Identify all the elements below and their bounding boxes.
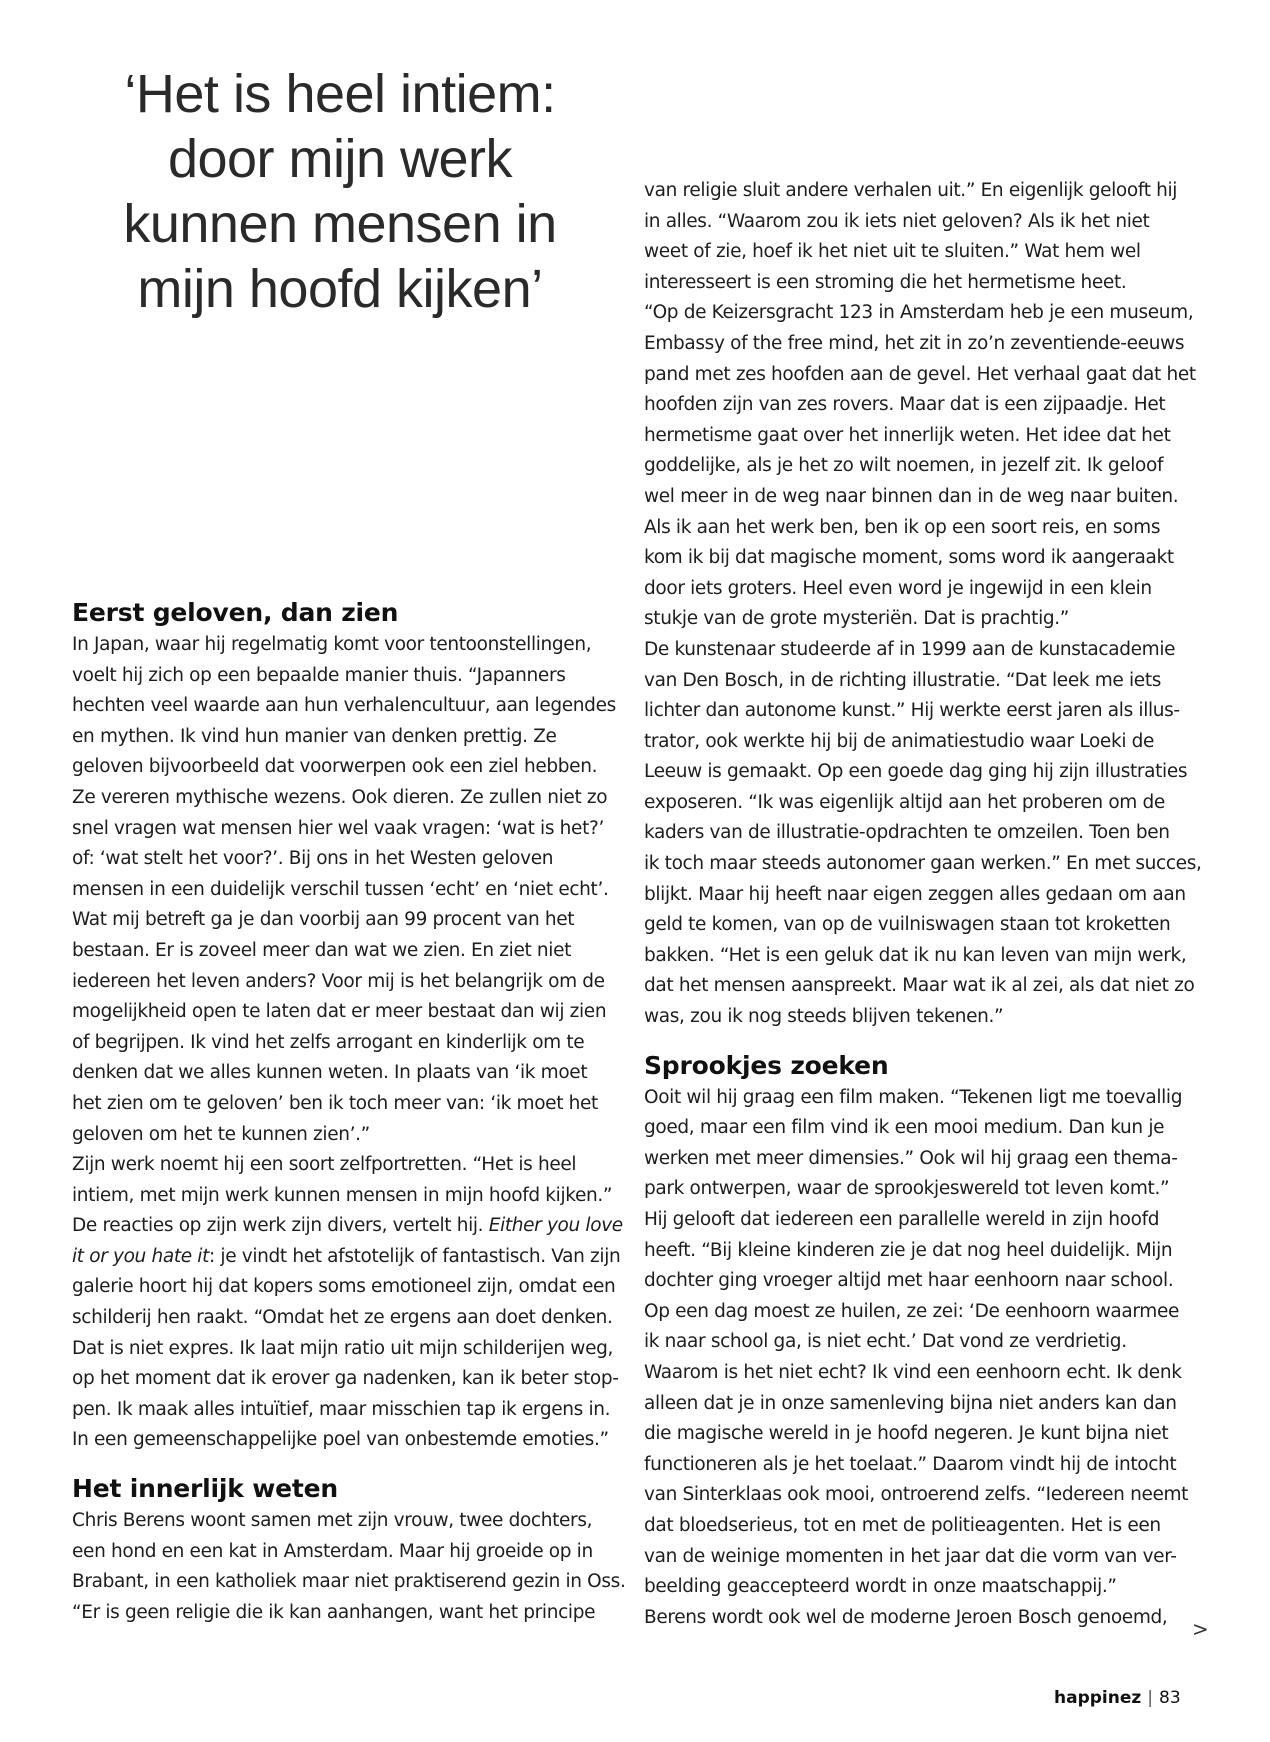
text-line: hechten veel waarde aan hun verhalencultuur, aan legendes <box>72 695 616 717</box>
text-line: denken dat we alles kunnen weten. In plaats van ‘ik moet <box>72 1062 588 1084</box>
text-line: Embassy of the free mind, het zit in zo’n zeventiende-eeuws <box>644 332 1185 354</box>
paragraph-japan <box>72 630 627 1211</box>
article-column-right <box>644 176 1202 1633</box>
section-heading-innerlijk-weten: Het innerlijk weten <box>72 1474 338 1504</box>
text-run: : je vindt het afstotelijk of fantastisch. Van zijn <box>208 1245 621 1267</box>
text-line: geld te komen, van op de vuilniswagen staan tot kroketten <box>644 914 1171 936</box>
text-line: Brabant, in een katholiek maar niet praktiserend gezin in Oss. <box>72 1571 626 1593</box>
text-line: snel vragen wat mensen hier wel vaak vragen: ‘wat is het?’ <box>72 817 604 839</box>
text-line: in alles. “Waarom zou ik iets niet geloven? Als ik het niet <box>644 210 1150 232</box>
text-line: het zien om te geloven’ ben ik toch meer van: ‘ik moet het <box>72 1092 598 1114</box>
text-line: die magische wereld in je hoofd negeren. Je kunt bijna niet <box>644 1423 1169 1445</box>
magazine-brand: happinez <box>1054 1688 1142 1708</box>
text-line: weet of zie, hoef ik het niet uit te sluiten.” Wat hem wel <box>644 241 1141 263</box>
text-line <box>72 1211 627 1242</box>
text-line: Waarom is het niet echt? Ik vind een eenhoorn echt. Ik denk <box>644 1361 1182 1383</box>
text-line: bakken. “Het is een geluk dat ik nu kan leven van mijn werk, <box>644 944 1187 966</box>
text-line: dat het mensen aanspreekt. Maar wat ik al zei, als dat niet zo <box>644 975 1195 997</box>
text-run: De reacties op zijn werk zijn divers, vertelt hij. <box>72 1215 489 1237</box>
text-line: en mythen. Ik vind hun manier van denken prettig. Ze <box>72 725 557 747</box>
text-line: werken met meer dimensies.” Ook wil hij graag een thema- <box>644 1147 1178 1169</box>
text-line: Zijn werk noemt hij een soort zelfportretten. “Het is heel <box>72 1154 577 1176</box>
paragraph-reacties <box>72 1211 627 1456</box>
text-line: hermetisme gaat over het innerlijk weten. Het idee dat het <box>644 424 1171 446</box>
text-line: pen. Ik maak alles intuïtief, maar misschien tap ik ergens in. <box>72 1398 611 1420</box>
text-line: was, zou ik nog steeds blijven tekenen.” <box>644 1006 1004 1028</box>
section-heading-eerst-geloven: Eerst geloven, dan zien <box>72 598 399 627</box>
text-line: iedereen het leven anders? Voor mij is het belangrijk om de <box>72 970 605 992</box>
text-line: stukje van de grote mysteriën. Dat is prachtig.” <box>644 608 1070 630</box>
text-line: mensen in een duidelijk verschil tussen ‘echt’ en ‘niet echt’. <box>72 878 609 900</box>
text-line: pand met zes hoofden aan de gevel. Het verhaal gaat dat het <box>644 363 1196 385</box>
italic-phrase: Either you love <box>488 1215 623 1237</box>
pull-quote-line: mijn hoofd kijken’ <box>137 259 543 319</box>
pull-quote <box>60 62 620 322</box>
text-line: trator, ook werkte hij bij de animatiestudio waar Loeki de <box>644 730 1155 752</box>
text-line: “Er is geen religie die ik kan aanhangen, want het principe <box>72 1601 596 1623</box>
text-line: goed, maar een film vind ik een mooi medium. Dan kun je <box>644 1117 1165 1139</box>
text-line: een hond en een kat in Amsterdam. Maar hij groeide op in <box>72 1540 593 1562</box>
text-line: galerie hoort hij dat kopers soms emotioneel zijn, omdat een <box>72 1276 616 1298</box>
text-line: dat bloedserieus, tot en met de politieagenten. Het is een <box>644 1514 1161 1536</box>
italic-phrase: it or you hate it <box>72 1245 209 1267</box>
text-line: wel meer in de weg naar binnen dan in de weg naar buiten. <box>644 485 1179 507</box>
text-line: Ooit wil hij graag een film maken. “Tekenen ligt me toevallig <box>644 1086 1183 1108</box>
text-line: alleen dat je in onze samenleving bijna niet anders kan dan <box>644 1392 1177 1414</box>
text-line: Berens wordt ook wel de moderne Jeroen Bosch genoemd, <box>644 1606 1168 1628</box>
text-line: van religie sluit andere verhalen uit.” En eigenlijk gelooft hij <box>644 180 1178 201</box>
text-line: heeft. “Bij kleine kinderen zie je dat nog heel duidelijk. Mijn <box>644 1239 1173 1261</box>
text-line: op het moment dat ik erover ga nadenken, kan ik beter stop- <box>72 1368 619 1390</box>
section-heading-sprookjes-zoeken: Sprookjes zoeken <box>644 1050 889 1080</box>
text-line: schilderij hen raakt. “Omdat het ze ergens aan doet denken. <box>72 1307 613 1329</box>
text-line: of begrijpen. Ik vind het zelfs arrogant en kinderlijk om te <box>72 1031 585 1053</box>
text-line: Dat is niet expres. Ik laat mijn ratio uit mijn schilderijen weg, <box>72 1337 614 1359</box>
text-line: exposeren. “Ik was eigenlijk altijd aan het proberen om de <box>644 791 1165 813</box>
text-line: lichter dan autonome kunst.” Hij werkte eerst jaren als illus- <box>644 700 1180 722</box>
text-line: door iets groters. Heel even word je ingewijd in een klein <box>644 577 1152 599</box>
text-line: Leeuw is gemaakt. Op een goede dag ging hij zijn illustraties <box>644 761 1188 783</box>
text-line: ik naar school ga, is niet echt.’ Dat vond ze verdrietig. <box>644 1331 1127 1353</box>
text-line: Ze vereren mythische wezens. Ook dieren. Ze zullen niet zo <box>72 786 608 808</box>
continue-arrow-icon: > <box>1192 1617 1209 1641</box>
page-number: 83 <box>1159 1688 1181 1708</box>
text-line: van Sinterklaas ook mooi, ontroerend zelfs. “Iedereen neemt <box>644 1484 1189 1506</box>
text-line: van Den Bosch, in de richting illustratie. “Dat leek me iets <box>644 669 1162 691</box>
text-line: geloven bijvoorbeeld dat voorwerpen ook een ziel hebben. <box>72 756 598 778</box>
text-line: beelding geaccepteerd wordt in onze maatschappij.” <box>644 1576 1117 1598</box>
pull-quote-line: door mijn werk <box>167 129 513 189</box>
text-line: bestaan. Er is zoveel meer dan wat we zien. En ziet niet <box>72 939 572 961</box>
text-line: mogelijkheid open te laten dat er meer bestaat dan wij zien <box>72 1001 607 1023</box>
text-line: of: ‘wat stelt het voor?’. Bij ons in het Westen geloven <box>72 848 554 870</box>
text-line: blijkt. Maar hij heeft naar eigen zeggen alles gedaan om aan <box>644 883 1186 905</box>
text-line: In een gemeenschappelijke poel van onbestemde emoties.” <box>72 1429 609 1451</box>
text-line: Hij gelooft dat iedereen een parallelle wereld in zijn hoofd <box>644 1209 1160 1230</box>
text-line: Als ik aan het werk ben, ben ik op een soort reis, en soms <box>644 516 1161 538</box>
text-line: goddelijke, als je het zo wilt noemen, in jezelf zit. Ik geloof <box>644 455 1164 477</box>
text-line: kaders van de illustratie-opdrachten te omzeilen. Toen ben <box>644 822 1170 844</box>
pull-quote-line: ‘Het is heel intiem: <box>124 64 556 124</box>
text-line: In Japan, waar hij regelmatig komt voor tentoonstellingen, <box>72 634 592 655</box>
text-line: dochter ging vroeger altijd met haar eenhoorn naar school. <box>644 1270 1174 1292</box>
text-line: intiem, met mijn werk kunnen mensen in mijn hoofd kijken.” <box>72 1184 613 1206</box>
article-column-left <box>72 596 627 1628</box>
text-line: “Op de Keizersgracht 123 in Amsterdam heb je een museum, <box>644 302 1194 324</box>
text-line: voelt hij zich op een bepaalde manier thuis. “Japanners <box>72 664 566 686</box>
text-line: Op een dag moest ze huilen, ze zei: ‘De eenhoorn waarmee <box>644 1300 1180 1322</box>
text-line: kom ik bij dat magische moment, soms word ik aangeraakt <box>644 547 1174 569</box>
text-line: ik toch maar steeds autonomer gaan werken.” En met succes, <box>644 853 1202 875</box>
pull-quote-line: kunnen mensen in <box>123 194 557 254</box>
text-line: Chris Berens woont samen met zijn vrouw, twee dochters, <box>72 1510 593 1532</box>
paragraph-chris-berens <box>72 1506 627 1628</box>
text-line: hoofden zijn van zes rovers. Maar dat is een zijpaadje. Het <box>644 394 1166 416</box>
paragraph-film <box>644 1083 1199 1634</box>
text-line: Wat mij betreft ga je dan voorbij aan 99 procent van het <box>72 909 575 931</box>
text-line: De kunstenaar studeerde af in 1999 aan de kunstacademie <box>644 638 1176 660</box>
text-line: functioneren als je het toelaat.” Daarom vindt hij de intocht <box>644 1453 1177 1475</box>
page-footer <box>1054 1688 1181 1708</box>
paragraph-religie <box>644 176 1202 1033</box>
text-line: park ontwerpen, waar de sprookjeswereld tot leven komt.” <box>644 1178 1170 1200</box>
text-line: geloven om het te kunnen zien’.” <box>72 1123 370 1145</box>
text-line: van de weinige momenten in het jaar dat die vorm van ver- <box>644 1545 1177 1567</box>
text-line: interesseert is een stroming die het hermetisme heet. <box>644 271 1127 293</box>
text-line <box>72 1242 627 1273</box>
footer-separator: | <box>1147 1688 1154 1708</box>
